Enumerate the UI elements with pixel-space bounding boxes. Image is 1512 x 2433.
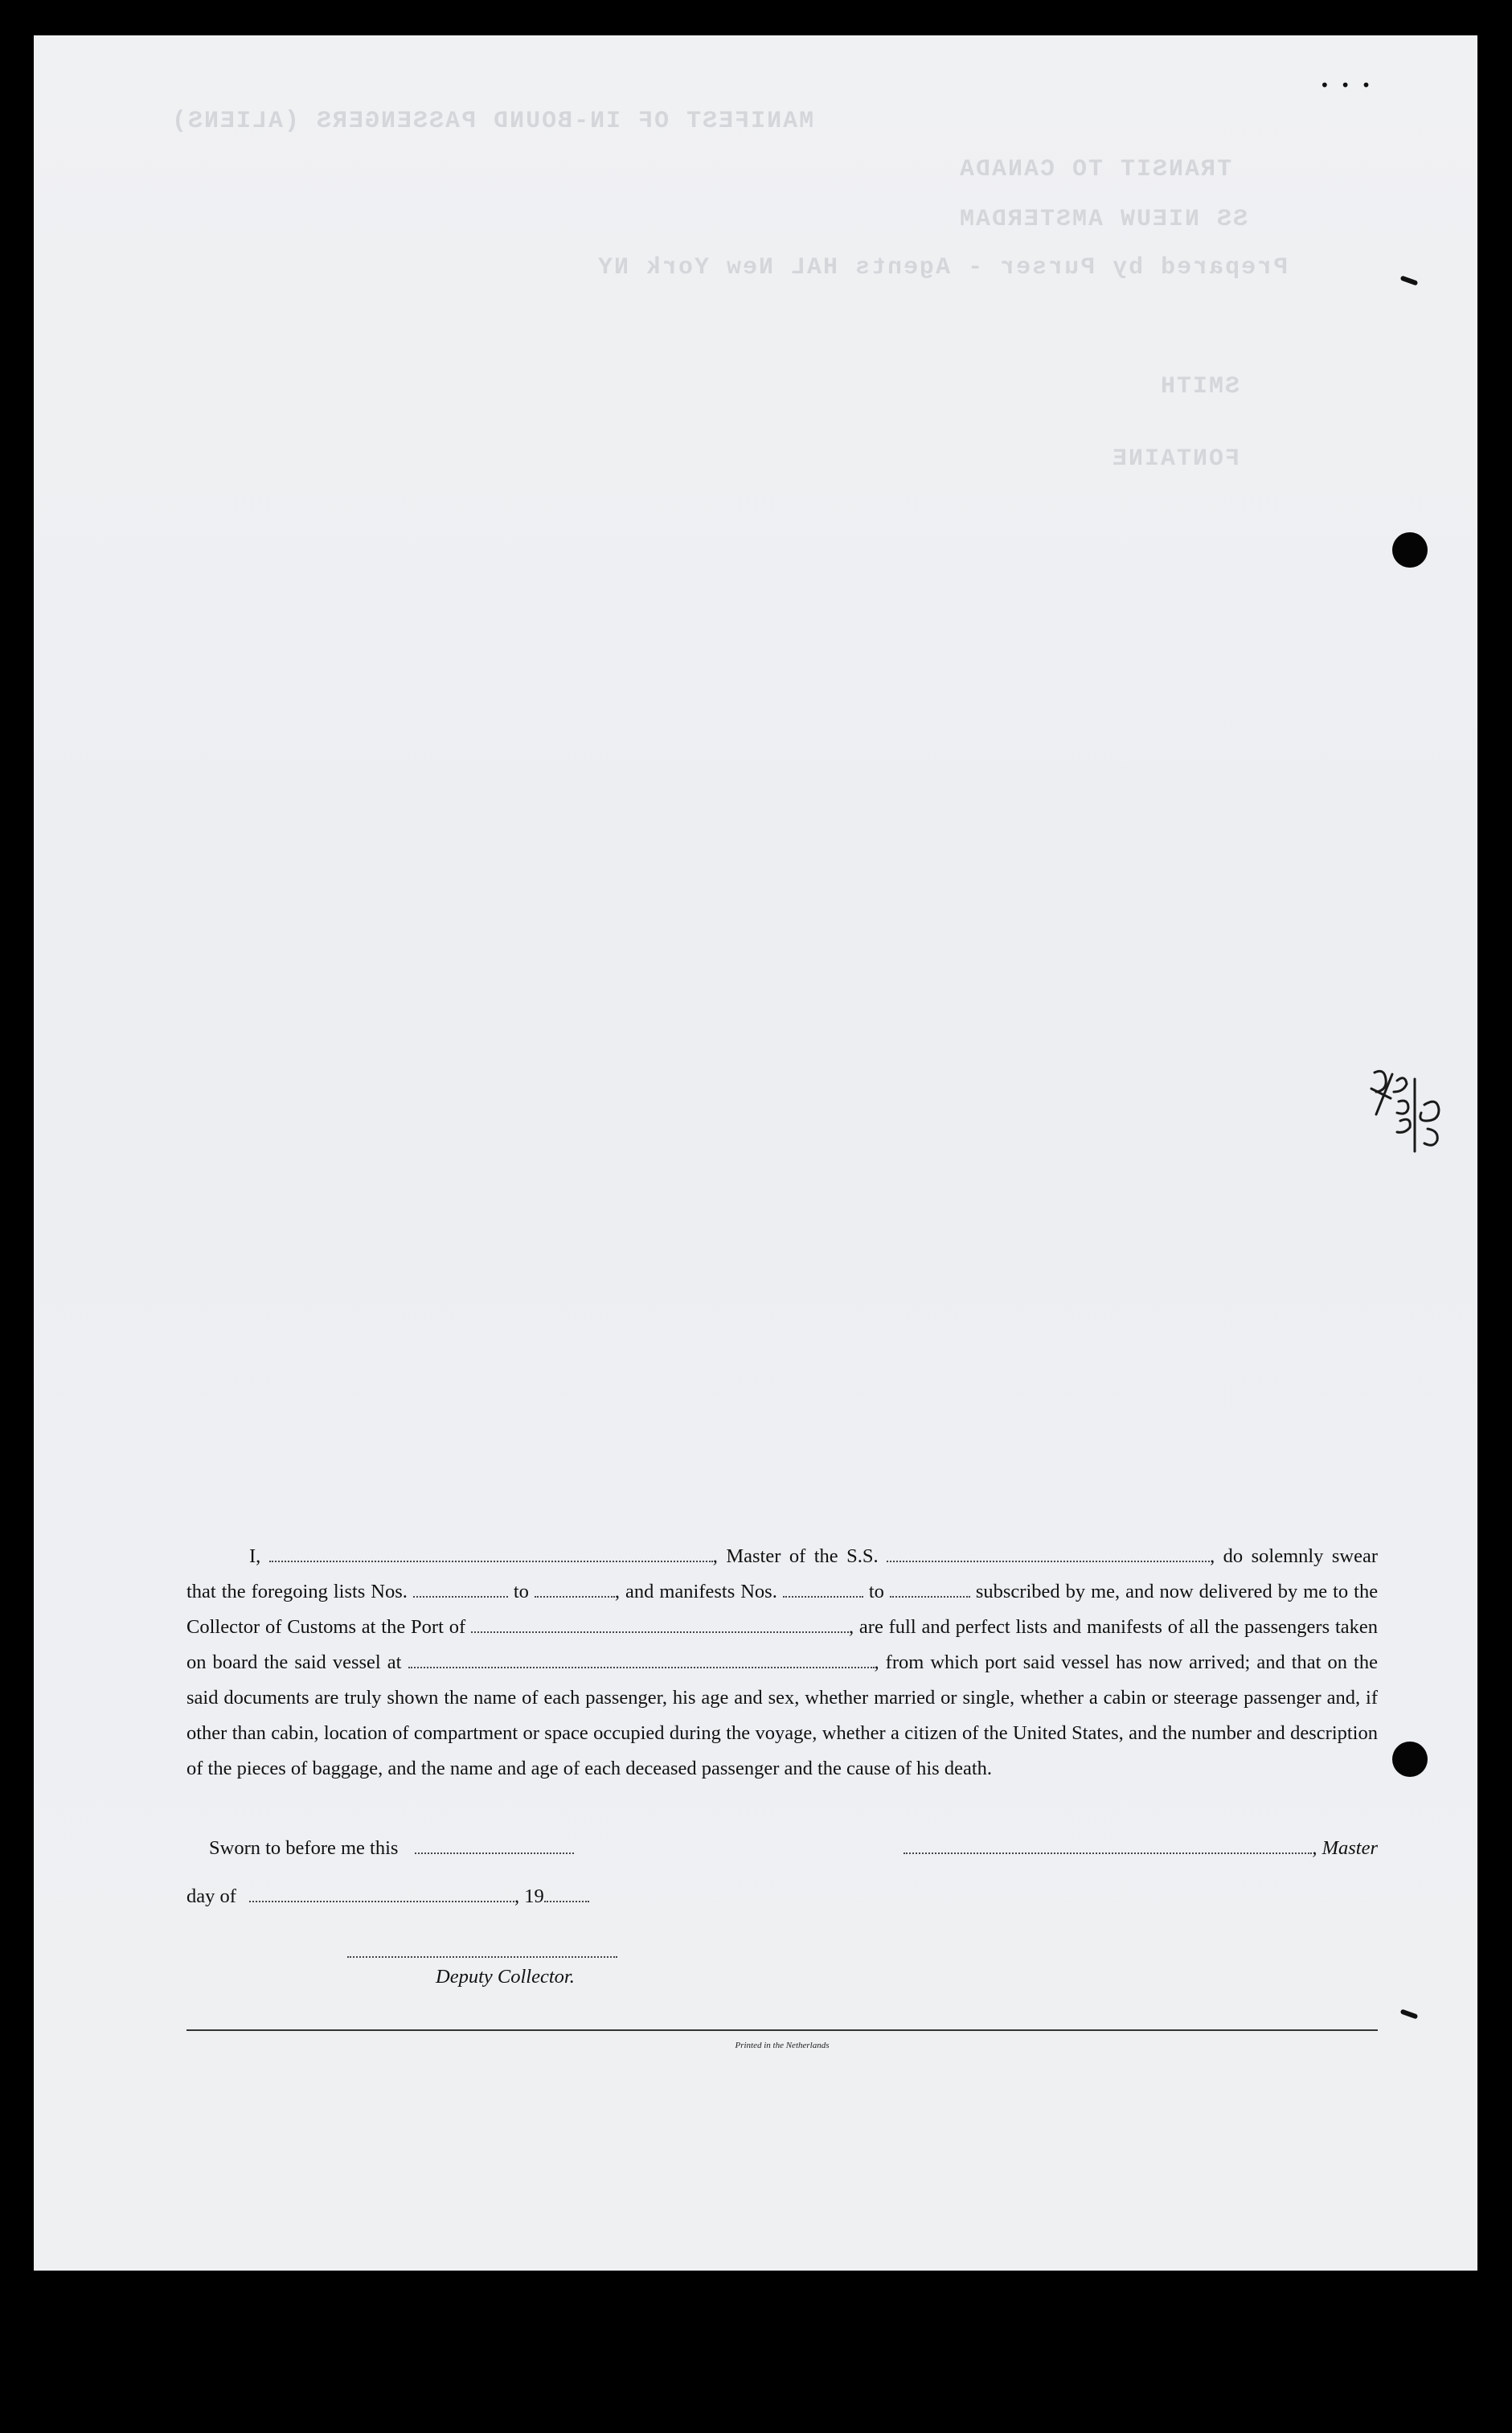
oath-text: subscribed by me, and now delivered by me to the Collector of Customs at the Port of	[186, 1581, 1379, 1638]
sworn-label: Sworn to before me this	[209, 1837, 399, 1860]
oath-text: I,	[249, 1545, 261, 1567]
bleed-line: FONTAINE	[1111, 445, 1240, 473]
master-label: , Master	[1312, 1837, 1378, 1860]
bleed-through-layer	[34, 35, 1477, 2271]
bleed-line: MANIFEST OF IN-BOUND PASSENGERS (ALIENS)	[170, 108, 814, 135]
manifest-to-blank	[890, 1578, 970, 1598]
sworn-day-blank	[415, 1835, 574, 1854]
list-from-blank	[413, 1578, 508, 1598]
oath-text: , from which port said vessel has now arrived; and that on the said documents are truly shown the name of each passenger, his age and sex, whether married or single, whether a cabin or steerage passenger and, if other than cabin, location of compartment or space occupied during the voyage, whether a citizen of the United States, and the number and description of the pieces of baggage, and the name and age of each deceased passenger and the cause of his death.	[186, 1651, 1378, 1779]
ship-name-blank	[887, 1543, 1210, 1562]
oath-text: to	[513, 1581, 529, 1602]
day-row	[186, 1883, 1378, 1908]
master-signature	[904, 1835, 1378, 1860]
handwritten-annotation-icon	[1350, 1056, 1463, 1177]
oath-text: , do solemnly swear that the foregoing lists Nos.	[186, 1545, 1379, 1602]
oath-paragraph	[186, 1539, 1378, 1787]
bleed-line: TRANSIT TO CANADA	[958, 156, 1232, 183]
oath-text: , are full and perfect lists and manifests of all the passengers taken on board the said vessel at	[186, 1616, 1379, 1673]
master-signature-blank	[904, 1835, 1312, 1854]
printed-note: Printed in the Netherlands	[735, 2041, 830, 2050]
bleed-line: Prepared by Purser - Agents HAL New York NY	[596, 254, 1289, 281]
deputy-label: Deputy Collector.	[436, 1966, 575, 1988]
departure-port-blank	[408, 1649, 875, 1668]
scanned-page	[34, 35, 1477, 2271]
day-label: day of	[186, 1885, 236, 1908]
month-blank	[249, 1883, 514, 1902]
year-blank	[544, 1883, 589, 1902]
oath-text: , Master of the S.S.	[712, 1545, 879, 1567]
sworn-statement	[209, 1835, 574, 1860]
footer-rule	[186, 2029, 1378, 2031]
deputy-signature-blank	[347, 1945, 617, 1958]
edge-mark	[1400, 2008, 1419, 2019]
oath-text: to	[868, 1581, 884, 1602]
year-prefix: , 19	[514, 1885, 544, 1908]
punch-hole	[1392, 532, 1428, 568]
manifest-from-blank	[783, 1578, 863, 1598]
bleed-line: SS NIEUW AMSTERDAM	[958, 206, 1248, 233]
oath-text: , and manifests Nos.	[614, 1581, 777, 1602]
punch-hole	[1392, 1742, 1428, 1777]
port-blank	[471, 1614, 849, 1633]
corner-marks: •••	[1320, 76, 1383, 95]
list-to-blank	[535, 1578, 615, 1598]
edge-mark	[1400, 275, 1419, 285]
master-name-blank	[269, 1543, 713, 1562]
bleed-line: SMITH	[1159, 373, 1240, 400]
